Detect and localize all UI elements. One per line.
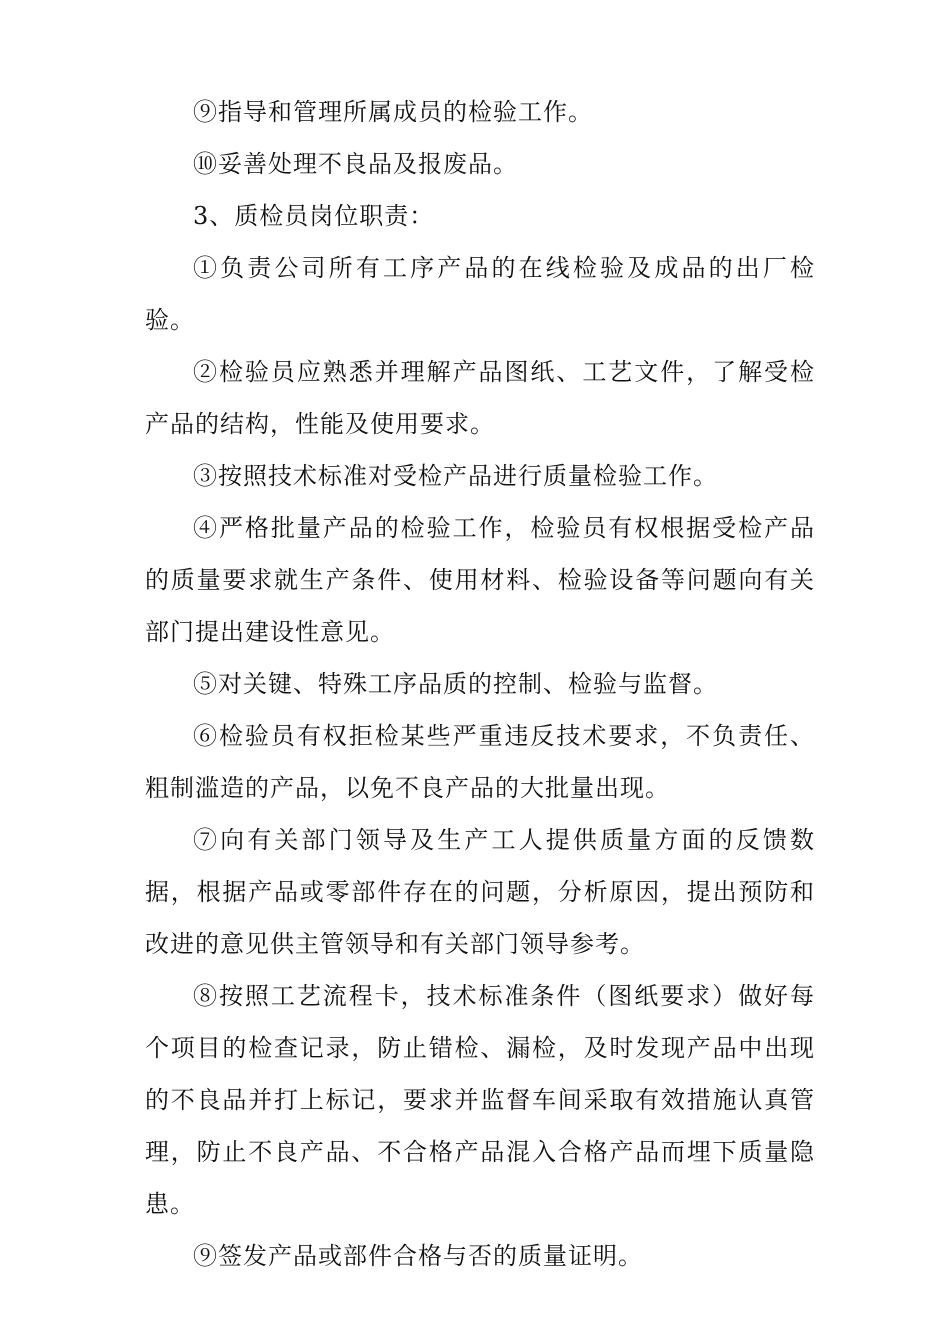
- paragraph-item-5-key-processes: ⑤对关键、特殊工序品质的控制、检验与监督。: [193, 670, 718, 698]
- paragraph-item-2-drawings: ②检验员应熟悉并理解产品图纸、工艺文件，了解受检产品的结构，性能及使用要求。: [145, 358, 815, 438]
- paragraph-item-7-feedback: ⑦向有关部门领导及生产工人提供质量方面的反馈数据，根据产品或零部件存在的问题，分析原因，提出预防和改进的意见供主管领导和有关部门领导参考。: [145, 826, 815, 958]
- paragraph-item-3-standards: ③按照技术标准对受检产品进行质量检验工作。: [193, 462, 718, 490]
- paragraph-item-9-guidance: ⑨指导和管理所属成员的检验工作。: [193, 98, 593, 126]
- section-heading-inspector-duties: 3、质检员岗位职责：: [193, 202, 435, 230]
- paragraph-item-8-records: ⑧按照工艺流程卡，技术标准条件（图纸要求）做好每个项目的检查记录，防止错检、漏检，及时发现产品中出现的不良品并打上标记，要求并监督车间采取有效措施认真管理，防止不良产品、不合格产品混入合格产品而埋下质量隐患。: [145, 982, 815, 1218]
- paragraph-item-1-inspection: ①负责公司所有工序产品的在线检验及成品的出厂检验。: [145, 254, 815, 334]
- paragraph-item-9-certification: ⑨签发产品或部件合格与否的质量证明。: [193, 1242, 643, 1270]
- paragraph-item-10-defects: ⑩妥善处理不良品及报废品。: [193, 150, 518, 178]
- document-body: [145, 86, 815, 1282]
- paragraph-item-6-refusal: ⑥检验员有权拒检某些严重违反技术要求，不负责任、粗制滥造的产品，以免不良产品的大批量出现。: [145, 722, 815, 802]
- paragraph-item-4-batch-inspection: ④严格批量产品的检验工作，检验员有权根据受检产品的质量要求就生产条件、使用材料、检验设备等问题向有关部门提出建设性意见。: [145, 514, 815, 646]
